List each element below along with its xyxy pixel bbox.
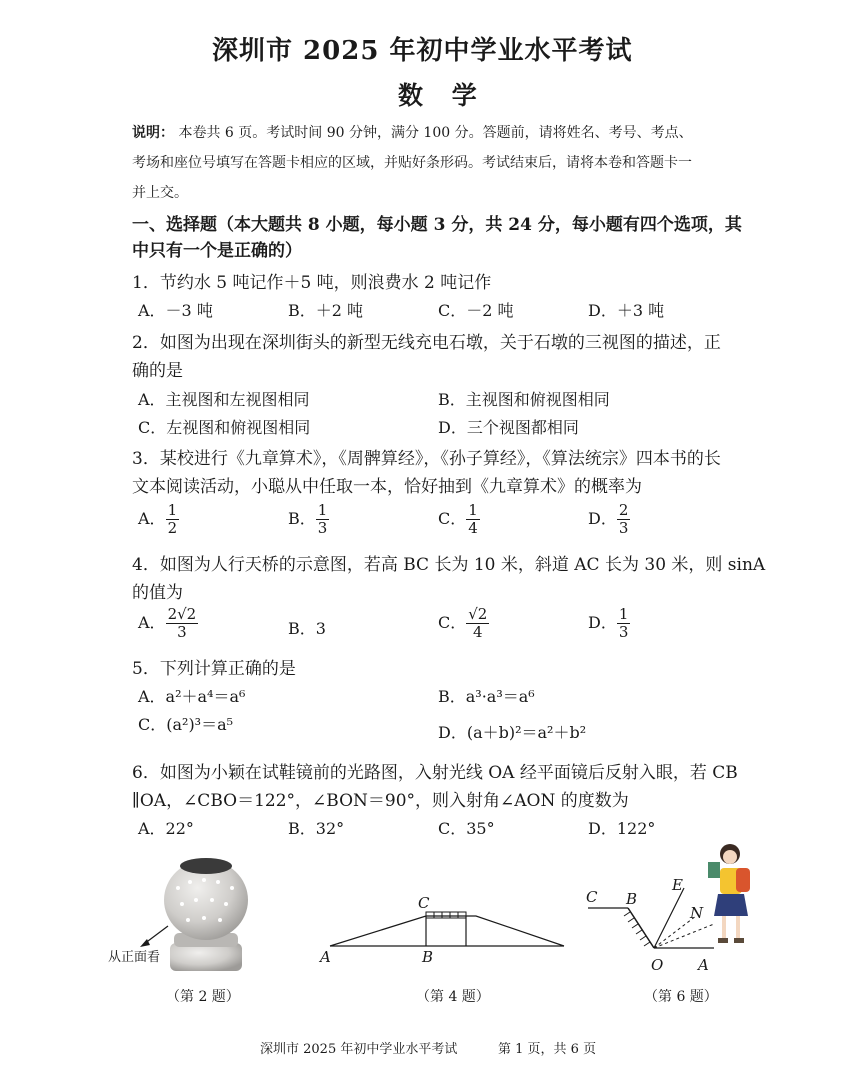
- figure-4-bridge: [320, 900, 570, 970]
- q1-option-b: B．＋2 吨: [288, 301, 364, 320]
- bridge-ramp: [330, 916, 564, 946]
- q2-option-c: C．左视图和俯视图相同: [138, 418, 311, 437]
- figure-6-point-a: A: [698, 956, 709, 974]
- bridge-railing: [426, 912, 466, 918]
- figure-6-point-n: N: [690, 904, 704, 922]
- bridge-railing-posts: [434, 912, 458, 918]
- q3-option-d-fraction: [617, 502, 631, 537]
- q4-option-c-fraction: [466, 606, 489, 641]
- fraction-numerator: 1: [317, 501, 328, 519]
- q4-option-a: [138, 606, 198, 641]
- q4-option-a-fraction: [166, 606, 199, 641]
- fraction-denominator: 2: [167, 519, 178, 537]
- section-heading-line-1: 一、选择题（本大题共 8 小题，每小题 3 分，共 24 分，每小题有四个选项，其: [132, 215, 742, 235]
- q3-option-b-fraction: [316, 502, 330, 537]
- q3-option-d: [588, 502, 630, 537]
- girl-shoe-right: [734, 938, 744, 943]
- fraction-numerator: √2: [468, 605, 488, 623]
- ray-oe: [654, 888, 684, 948]
- q3-option-a-fraction: [166, 502, 180, 537]
- mirror-hatching: [624, 912, 650, 946]
- incident-ray: [654, 924, 714, 948]
- instructions-line-2: 考场和座位号填写在答题卡相应的区域，并贴好条形码。考试结束后，请将本卷和答题卡一: [132, 155, 692, 171]
- q2-option-a: A．主视图和左视图相同: [138, 390, 310, 409]
- figure-6-point-o: O: [651, 956, 664, 974]
- q3-option-c-label: C．: [438, 509, 467, 528]
- q6-option-b: B．32°: [288, 819, 345, 838]
- fraction-numerator: 1: [167, 501, 178, 519]
- q2-stem-1: 2．如图为出现在深圳街头的新型无线充电石墩，关于石墩的三视图的描述，正: [132, 333, 721, 353]
- girl-backpack: [736, 868, 750, 892]
- girl-shoe-left: [718, 938, 728, 943]
- girl-skirt: [714, 894, 748, 916]
- q4-option-b-label: B．: [288, 619, 316, 638]
- instructions-line-3: 并上交。: [132, 185, 188, 201]
- girl-book: [708, 862, 720, 878]
- q3-option-b-label: B．: [288, 509, 316, 528]
- instructions-text-1: 本卷共 6 页。考试时间 90 分钟，满分 100 分。答题前，请将姓名、考号、考点、: [178, 125, 693, 141]
- q1-option-d: D．＋3 吨: [588, 301, 665, 320]
- footer-page-number: 第 1 页，共 6 页: [498, 1042, 597, 1057]
- q4-option-d: [588, 606, 630, 641]
- girl-face: [723, 850, 737, 864]
- q6-option-c: C．35°: [438, 819, 495, 838]
- q4-option-b-value: 3: [315, 619, 326, 638]
- q6-stem-1: 6．如图为小颖在试鞋镜前的光路图，入射光线 OA 经平面镜后反射入眼，若 CB: [132, 763, 738, 783]
- girl-illustration: [708, 844, 750, 943]
- q4-option-c: [438, 606, 489, 641]
- q3-option-c-fraction: [466, 502, 480, 537]
- fraction-denominator: 3: [317, 519, 328, 537]
- fraction-numerator: 1: [468, 501, 478, 519]
- q1-option-c: C．－2 吨: [438, 301, 514, 320]
- fraction-denominator: 3: [618, 519, 629, 537]
- q6-option-a: A．22°: [138, 819, 194, 838]
- section-heading-line-2: 中只有一个是正确的）: [132, 241, 302, 261]
- instructions-label: 说明：: [132, 125, 174, 141]
- fraction-numerator: 1: [618, 605, 629, 623]
- exam-title: 深圳市 2025 年初中学业水平考试: [212, 36, 633, 66]
- q2-option-d: D．三个视图都相同: [438, 418, 579, 437]
- q1-option-a: A．－3 吨: [138, 301, 213, 320]
- instructions-line-1: [132, 122, 693, 142]
- footer-exam-name: 深圳市 2025 年初中学业水平考试: [260, 1042, 458, 1057]
- figure-2-front-view-label: 从正面看: [108, 950, 161, 965]
- fraction-denominator: 3: [618, 623, 629, 641]
- fraction-numerator: 2: [618, 501, 629, 519]
- pier-solar-panel: [180, 858, 232, 874]
- figure-4-caption: （第 4 题）: [416, 989, 490, 1005]
- fraction-denominator: 4: [468, 519, 478, 537]
- subject-title: 数 学: [398, 81, 487, 110]
- mirror-bo: [628, 908, 654, 948]
- q3-option-b: [288, 502, 329, 537]
- figure-6-caption: （第 6 题）: [644, 989, 718, 1005]
- q4-option-b: [288, 616, 326, 639]
- q3-stem-2: 文本阅读活动，小聪从中任取一本，恰好抽到《九章算术》的概率为: [132, 477, 642, 497]
- q2-option-b: B．主视图和俯视图相同: [438, 390, 610, 409]
- figure-6-point-e: E: [672, 876, 683, 894]
- q5-option-c: C．(a²)³＝a⁵: [138, 715, 234, 734]
- q3-option-a-label: A．: [138, 509, 166, 528]
- fraction-numerator: 2√2: [167, 605, 197, 623]
- q4-option-d-fraction: [617, 606, 631, 641]
- q4-option-c-label: C．: [438, 613, 467, 632]
- q6-stem-2: ∥OA，∠CBO＝122°，∠BON＝90°，则入射角∠AON 的度数为: [132, 791, 629, 811]
- q4-option-d-label: D．: [588, 613, 617, 632]
- q3-option-a: [138, 502, 179, 537]
- figure-6-point-b: B: [626, 890, 638, 908]
- figure-2-caption: （第 2 题）: [166, 989, 240, 1005]
- q6-option-d: D．122°: [588, 819, 656, 838]
- figure-4-point-a: A: [320, 948, 331, 966]
- figure-4-point-b: B: [422, 948, 434, 966]
- q3-stem-1: 3．某校进行《九章算术》，《周髀算经》，《孙子算经》，《算法统宗》四本书的长: [132, 449, 721, 469]
- q4-stem-2: 的值为: [132, 583, 183, 603]
- fraction-denominator: 3: [177, 623, 187, 641]
- girl-leg-right: [736, 916, 740, 938]
- q1-stem: 1．节约水 5 吨记作＋5 吨，则浪费水 2 吨记作: [132, 273, 492, 293]
- girl-leg-left: [722, 916, 726, 938]
- q5-option-d: D．(a＋b)²＝a²＋b²: [438, 723, 587, 742]
- q2-stem-2: 确的是: [132, 361, 183, 381]
- q5-option-b: B．a³·a³＝a⁶: [438, 687, 535, 706]
- q4-stem-1: 4．如图为人行天桥的示意图，若高 BC 长为 10 米，斜道 AC 长为 30 米，则 sinA: [132, 555, 766, 575]
- q3-option-d-label: D．: [588, 509, 617, 528]
- figure-4-point-c: C: [418, 894, 430, 912]
- figure-6-point-c: C: [586, 888, 598, 906]
- figure-6-light-path: [580, 838, 760, 968]
- q4-option-a-label: A．: [138, 613, 166, 632]
- q3-option-c: [438, 502, 480, 537]
- pier-base: [170, 943, 242, 971]
- q5-stem: 5．下列计算正确的是: [132, 659, 296, 679]
- fraction-denominator: 4: [473, 623, 483, 641]
- q5-option-a: A．a²＋a⁴＝a⁶: [138, 687, 246, 706]
